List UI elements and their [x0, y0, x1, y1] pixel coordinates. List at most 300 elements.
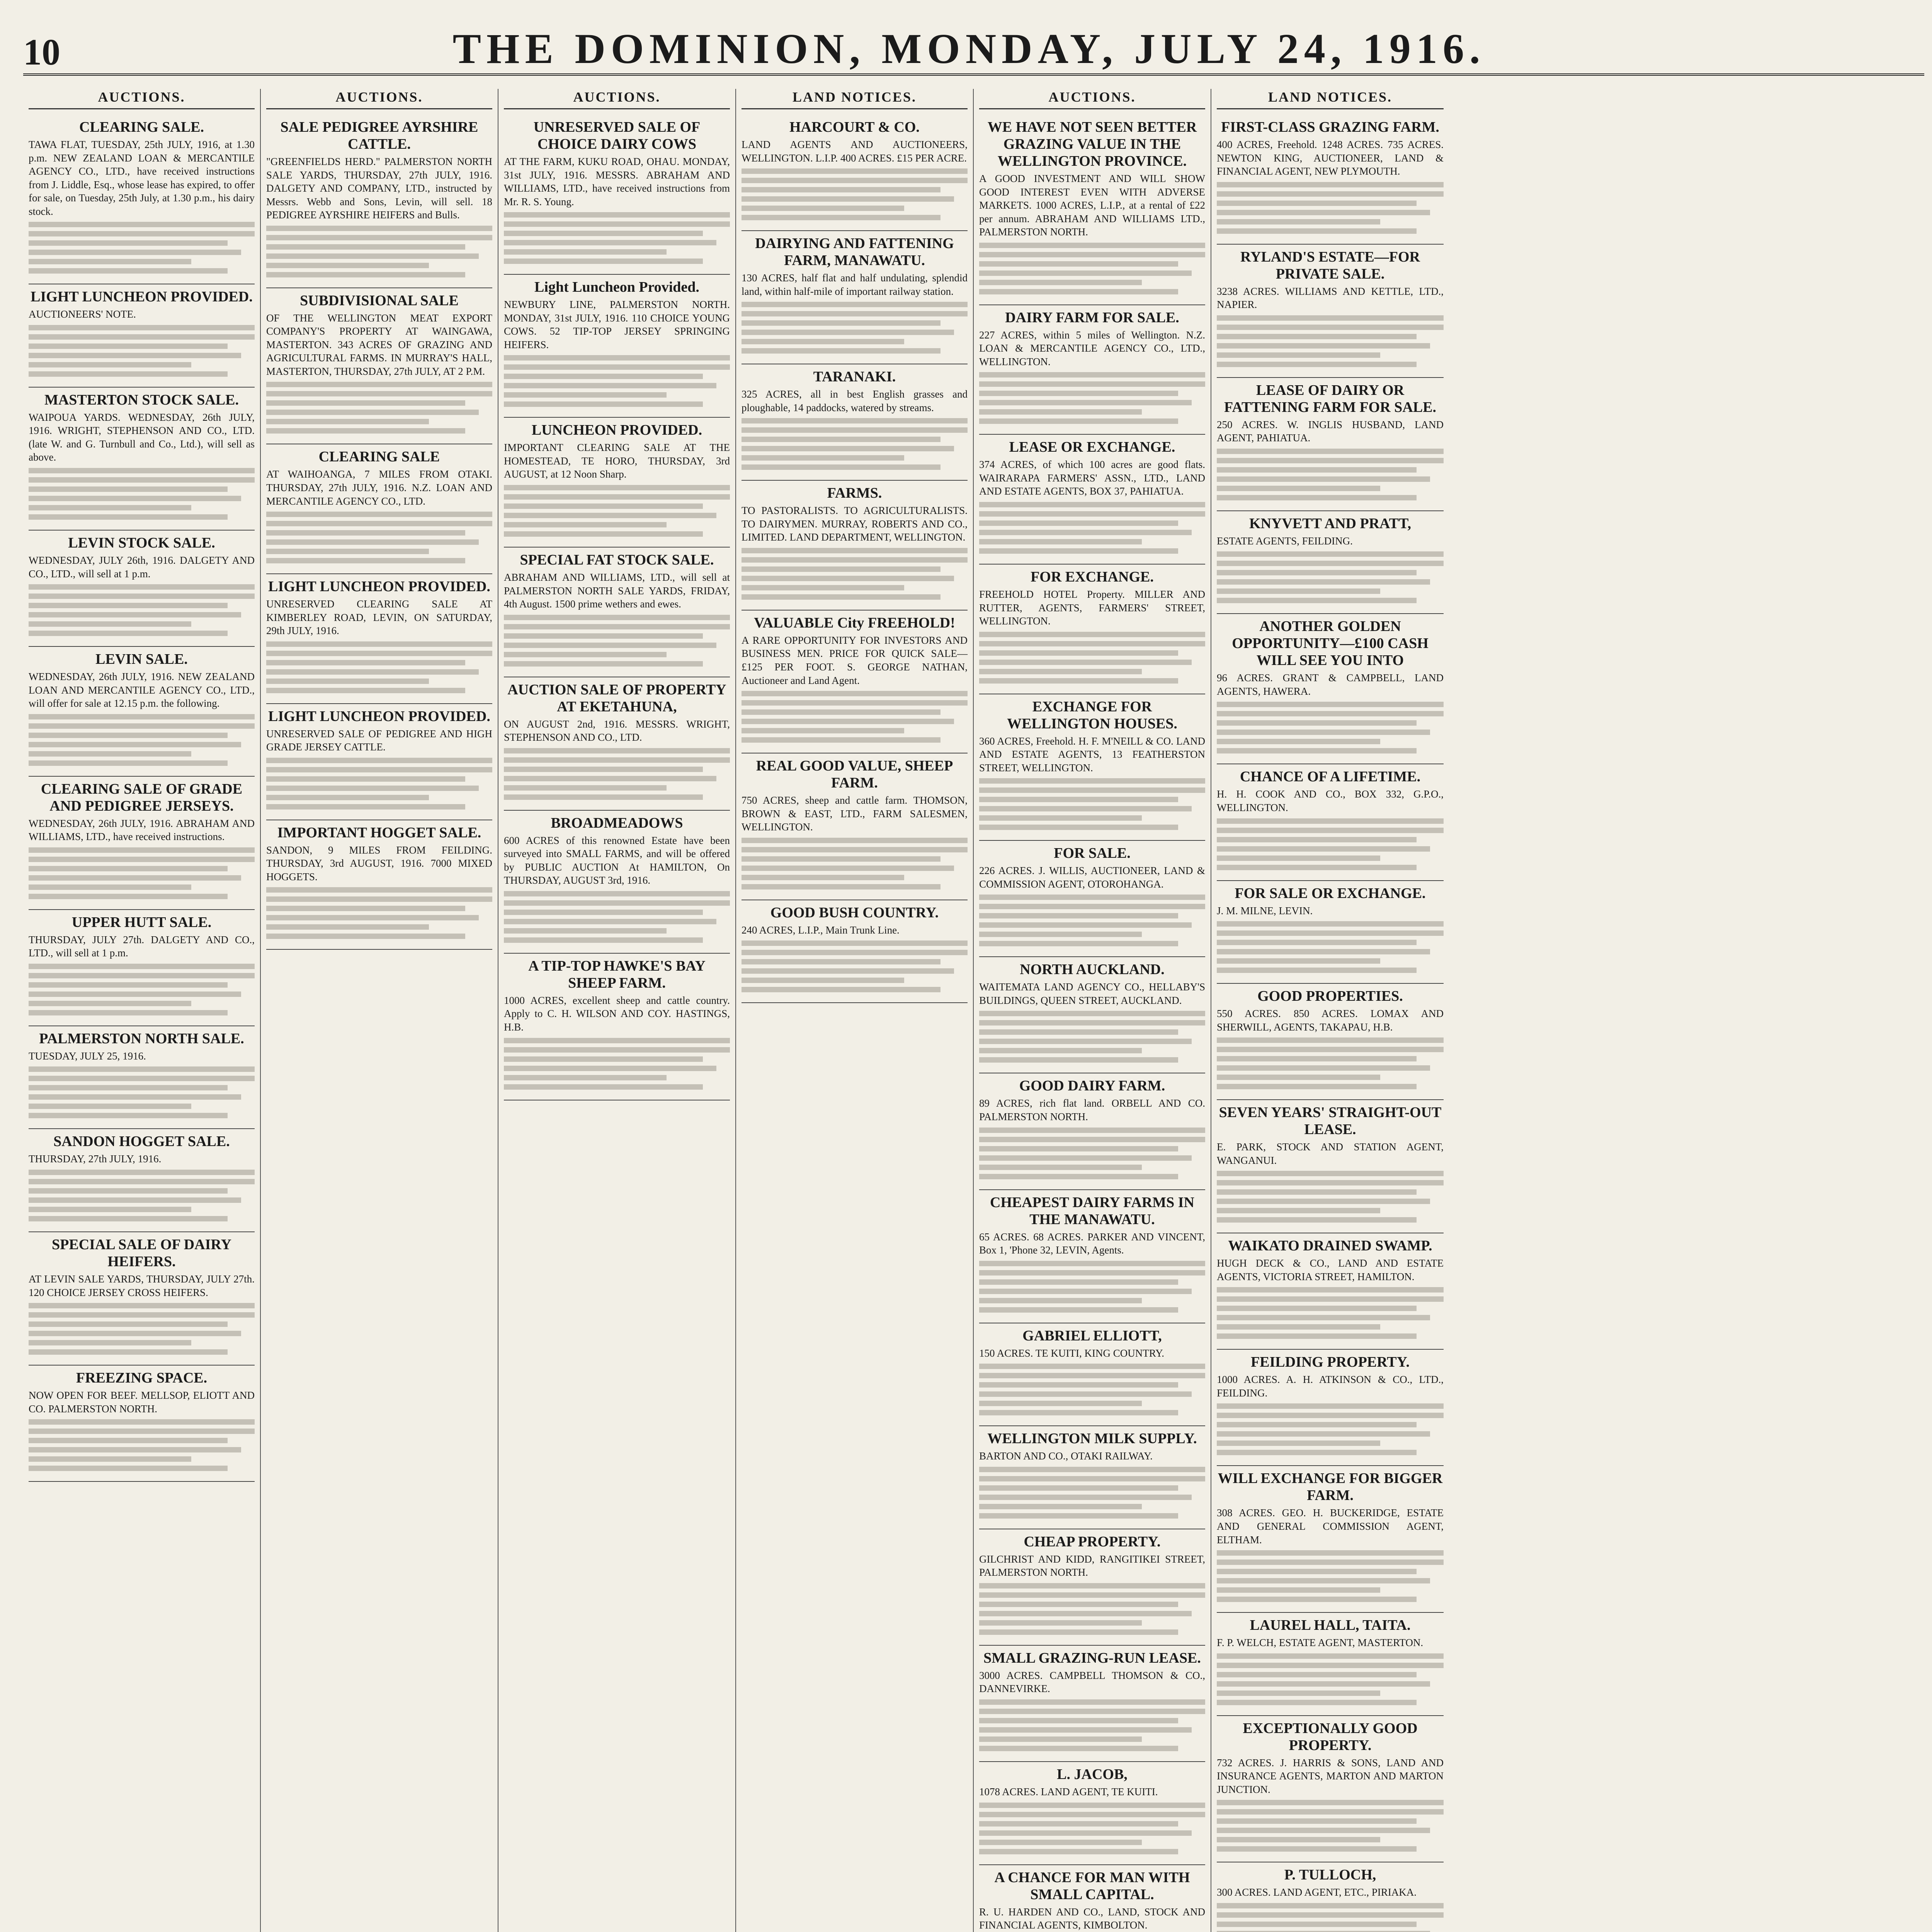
text-line: [742, 418, 968, 423]
ad-text-lines: [504, 212, 730, 264]
text-line: [979, 1602, 1178, 1607]
text-line: [979, 1746, 1178, 1751]
text-line: [742, 178, 968, 183]
advertisement: [504, 115, 730, 275]
text-line: [1217, 362, 1417, 367]
text-line: [979, 1410, 1178, 1415]
text-line: [979, 1821, 1178, 1827]
text-line: [979, 1039, 1192, 1044]
ad-body: 150 ACRES. TE KUITI, KING COUNTRY.: [979, 1347, 1165, 1359]
text-line: [504, 355, 730, 361]
text-line: [29, 1113, 228, 1118]
ad-body: "GREENFIELDS HERD." PALMERSTON NORTH SALE YARDS, THURSDAY, 27th JULY, 1916. DALGETY AND COMPANY, LTD., instructed by Messrs. Webb and Sons, Levin, will sell. 18 PEDIGREE AYRSHIRE HEIFERS and Bulls.: [266, 156, 492, 221]
ad-body: GILCHRIST AND KIDD, RANGITIKEI STREET, PALMERSTON NORTH.: [979, 1553, 1205, 1578]
advertisement: [504, 811, 730, 954]
text-line: [29, 612, 241, 617]
advertisement: [1217, 511, 1444, 614]
text-line: [29, 594, 255, 599]
text-line: [979, 1476, 1205, 1481]
ad-title: CHANCE OF A LIFETIME.: [1240, 769, 1421, 785]
ad-text-lines: [979, 1467, 1205, 1519]
text-line: [504, 615, 730, 620]
ad-title: SANDON HOGGET SALE.: [53, 1133, 230, 1150]
text-line: [979, 1504, 1142, 1509]
text-line: [29, 875, 241, 881]
column-header: LAND NOTICES.: [1217, 89, 1444, 109]
ad-body: AT THE FARM, KUKU ROAD, OHAU. MONDAY, 31st JULY, 1916. MESSRS. ABRAHAM AND WILLIAMS, LTD., have received instructions from Mr. R. S. Young.: [504, 156, 730, 207]
text-line: [504, 1084, 703, 1090]
text-line: [1217, 855, 1380, 861]
text-line: [979, 1261, 1205, 1266]
text-line: [1217, 1047, 1444, 1052]
text-line: [266, 669, 479, 675]
text-line: [504, 401, 703, 407]
text-line: [979, 289, 1178, 294]
text-line: [1217, 467, 1417, 473]
newspaper-column: [23, 89, 261, 1932]
advertisement: [1217, 1100, 1444, 1233]
text-line: [1217, 739, 1380, 744]
text-line: [504, 513, 716, 518]
advertisement: [979, 305, 1205, 435]
ad-text-lines: [1217, 1287, 1444, 1339]
text-line: [29, 1216, 228, 1221]
ad-body: 226 ACRES. J. WILLIS, AUCTIONEER, LAND & COMMISSION AGENT, OTOROHANGA.: [979, 865, 1205, 890]
text-line: [29, 894, 228, 899]
ad-body: 1078 ACRES. LAND AGENT, TE KUITI.: [979, 1786, 1158, 1798]
text-line: [979, 1155, 1192, 1161]
text-line: [29, 866, 228, 871]
text-line: [1217, 702, 1444, 707]
text-line: [1217, 1922, 1417, 1927]
ad-body: AT WAIHOANGA, 7 MILES FROM OTAKI. THURSDAY, 27th JULY, 1916. N.Z. LOAN AND MERCANTILE AGENCY CO., LTD.: [266, 468, 492, 507]
text-line: [979, 1718, 1178, 1723]
advertisement: [29, 284, 255, 388]
text-line: [266, 915, 479, 920]
newspaper-column: [1211, 89, 1449, 1932]
text-line: [504, 531, 703, 537]
text-line: [29, 1104, 191, 1109]
text-line: [1217, 1440, 1380, 1446]
text-line: [266, 906, 465, 911]
text-line: [742, 950, 968, 955]
text-line: [979, 669, 1142, 674]
text-line: [1217, 1333, 1417, 1339]
text-line: [504, 910, 703, 915]
ad-title: FREEZING SPACE.: [76, 1370, 207, 1386]
ad-body: E. PARK, STOCK AND STATION AGENT, WANGANUI.: [1217, 1141, 1444, 1166]
text-line: [979, 660, 1192, 665]
advertisement: [29, 115, 255, 284]
column-header: LAND NOTICES.: [742, 89, 968, 109]
text-line: [266, 776, 465, 782]
text-line: [1217, 720, 1417, 726]
ad-body: 308 ACRES. GEO. H. BUCKERIDGE, ESTATE AND GENERAL COMMISSION AGENT, ELTHAM.: [1217, 1507, 1444, 1546]
ad-title: LIGHT LUNCHEON PROVIDED.: [31, 289, 253, 305]
advertisement: [1217, 1716, 1444, 1863]
advertisement: [266, 704, 492, 820]
ad-text-lines: [979, 1583, 1205, 1635]
text-line: [1217, 846, 1430, 852]
text-line: [1217, 1700, 1417, 1705]
text-line: [742, 940, 968, 946]
ad-body: UNRESERVED SALE OF PEDIGREE AND HIGH GRADE JERSEY CATTLE.: [266, 728, 492, 753]
text-line: [266, 679, 429, 684]
ad-title: CLEARING SALE: [318, 449, 440, 465]
text-line: [979, 1513, 1178, 1519]
text-line: [979, 548, 1178, 554]
ad-text-lines: [742, 940, 968, 992]
advertisement: [29, 388, 255, 531]
ad-title: DAIRYING AND FATTENING FARM, MANAWATU.: [755, 235, 954, 269]
ad-body: A GOOD INVESTMENT AND WILL SHOW GOOD INTEREST EVEN WITH ADVERSE MARKETS. 1000 ACRES, L.I.P., at a rental of £22 per annum. ABRAHAM AND WILLIAMS LTD., PALMERSTON NORTH.: [979, 173, 1205, 238]
text-line: [29, 325, 255, 330]
ad-text-lines: [1217, 702, 1444, 753]
ad-title: L. JACOB,: [1057, 1766, 1128, 1782]
masthead: [23, 15, 1924, 76]
text-line: [1217, 191, 1444, 197]
text-line: [1217, 1306, 1417, 1311]
text-line: [979, 391, 1178, 396]
ad-title: LIGHT LUNCHEON PROVIDED.: [268, 708, 490, 724]
ad-body: WAIPOUA YARDS. WEDNESDAY, 26th JULY, 1916. WRIGHT, STEPHENSON AND CO., LTD. (late W. and G. Turnbull and Co., Ltd.), will sell as above.: [29, 411, 255, 463]
text-line: [979, 778, 1205, 784]
ad-text-lines: [1217, 1171, 1444, 1223]
ad-text-lines: [1217, 1800, 1444, 1852]
text-line: [29, 1085, 228, 1090]
text-line: [29, 621, 191, 627]
ad-body: 300 ACRES. LAND AGENT, ETC., PIRIAKA.: [1217, 1886, 1417, 1898]
text-line: [742, 866, 954, 871]
advertisement: [266, 444, 492, 574]
text-line: [979, 678, 1178, 684]
text-line: [742, 875, 904, 880]
advertisement: [742, 900, 968, 1003]
text-line: [266, 688, 465, 693]
ad-text-lines: [1217, 1550, 1444, 1602]
text-line: [979, 932, 1142, 937]
text-line: [266, 391, 492, 396]
text-line: [979, 904, 1205, 909]
ad-body: R. U. HARDEN AND CO., LAND, STOCK AND FINANCIAL AGENTS, KIMBOLTON.: [979, 1906, 1205, 1931]
text-line: [504, 1066, 716, 1071]
text-line: [1217, 1663, 1444, 1668]
text-line: [979, 1495, 1192, 1500]
text-line: [266, 428, 465, 434]
text-line: [979, 1592, 1205, 1598]
ad-body: THURSDAY, JULY 27th. DALGETY AND CO., LTD., will sell at 1 p.m.: [29, 934, 255, 959]
text-line: [1217, 1180, 1444, 1185]
advertisement: [29, 777, 255, 910]
advertisement: [1217, 1466, 1444, 1613]
text-line: [1217, 837, 1417, 842]
ad-body: FREEHOLD HOTEL Property. MILLER AND RUTTER, AGENTS, FARMERS' STREET, WELLINGTON.: [979, 588, 1205, 627]
text-line: [1217, 570, 1417, 575]
ad-title: AUCTION SALE OF PROPERTY AT EKETAHUNA,: [507, 681, 726, 715]
text-line: [1217, 1672, 1417, 1677]
ad-body: THURSDAY, 27th JULY, 1916.: [29, 1153, 162, 1165]
text-line: [742, 455, 904, 461]
text-line: [504, 249, 667, 255]
text-line: [1217, 598, 1417, 603]
text-line: [979, 539, 1142, 544]
text-line: [504, 748, 730, 753]
text-line: [1217, 949, 1430, 954]
text-line: [742, 187, 940, 192]
text-line: [504, 231, 703, 236]
ad-text-lines: [742, 168, 968, 220]
text-line: [742, 446, 954, 451]
advertisement: [979, 115, 1205, 305]
ad-title: LEASE OF DAIRY OR FATTENING FARM FOR SALE.: [1224, 382, 1436, 415]
text-line: [504, 221, 730, 227]
text-line: [979, 1382, 1178, 1388]
ad-body: 227 ACRES, within 5 miles of Wellington. N.Z. LOAN & MERCANTILE AGENCY CO., LTD., WELLINGTON.: [979, 329, 1205, 367]
text-line: [979, 1270, 1205, 1276]
ad-body: 1000 ACRES. A. H. ATKINSON & CO., LTD., FEILDING.: [1217, 1374, 1444, 1399]
ad-title: LEVIN STOCK SALE.: [68, 535, 215, 551]
text-line: [742, 302, 968, 307]
text-line: [979, 1307, 1178, 1313]
ad-body: 89 ACRES, rich flat land. ORBELL AND CO. PALMERSTON NORTH.: [979, 1097, 1205, 1123]
text-line: [742, 330, 954, 335]
text-line: [504, 259, 703, 264]
ad-body: ESTATE AGENTS, FEILDING.: [1217, 535, 1353, 547]
text-line: [29, 760, 228, 766]
column-header: AUCTIONS.: [266, 89, 492, 109]
ad-title: FEILDING PROPERTY.: [1250, 1354, 1410, 1371]
text-line: [1217, 1037, 1444, 1043]
text-line: [1217, 1818, 1417, 1824]
ad-body: AT LEVIN SALE YARDS, THURSDAY, JULY 27th. 120 CHOICE JERSEY CROSS HEIFERS.: [29, 1273, 255, 1298]
text-line: [742, 728, 904, 733]
text-line: [29, 723, 255, 729]
ad-body: OF THE WELLINGTON MEAT EXPORT COMPANY'S PROPERTY AT WAINGAWA, MASTERTON. 343 ACRES OF GRAZING AND AGRICULTURAL FARMS. IN MURRAY'S HALL, MASTERTON, THURSDAY, 27th JULY, AT 2 P.M.: [266, 312, 492, 377]
text-line: [1217, 486, 1380, 491]
ad-body: H. H. COOK AND CO., BOX 332, G.P.O., WELLINGTON.: [1217, 788, 1444, 814]
ad-text-lines: [266, 887, 492, 939]
text-line: [979, 1485, 1178, 1491]
text-line: [266, 512, 492, 517]
text-line: [979, 1057, 1178, 1063]
ad-body: 360 ACRES, Freehold. H. F. M'NEILL & CO. LAND AND ESTATE AGENTS, 13 FEATHERSTON STREET, WELLINGTON.: [979, 735, 1205, 774]
text-line: [266, 263, 429, 268]
ad-body: WAITEMATA LAND AGENCY CO., HELLABY'S BUILDINGS, QUEEN STREET, AUCKLAND.: [979, 981, 1205, 1006]
text-line: [979, 243, 1205, 248]
text-line: [1217, 1578, 1430, 1583]
text-line: [979, 787, 1205, 793]
ad-text-lines: [266, 512, 492, 563]
text-line: [1217, 1287, 1444, 1293]
text-line: [504, 1038, 730, 1043]
ad-text-lines: [1217, 921, 1444, 973]
text-line: [1217, 1065, 1430, 1071]
ad-title: LAUREL HALL, TAITA.: [1250, 1617, 1411, 1634]
ad-body: 130 ACRES, half flat and half undulating, splendid land, within half-mile of important railway station.: [742, 272, 968, 297]
ad-text-lines: [29, 1170, 255, 1221]
text-line: [1217, 1560, 1444, 1565]
text-line: [979, 511, 1205, 517]
text-line: [1217, 1569, 1417, 1574]
text-line: [504, 661, 703, 667]
text-line: [29, 468, 255, 473]
text-line: [1217, 828, 1444, 833]
ad-text-lines: [1217, 1037, 1444, 1089]
text-line: [1217, 315, 1444, 321]
text-line: [504, 767, 703, 772]
ad-title: LIGHT LUNCHEON PROVIDED.: [268, 578, 490, 595]
text-line: [979, 1391, 1192, 1397]
text-line: [266, 539, 479, 545]
ad-title: A CHANCE FOR MAN WITH SMALL CAPITAL.: [994, 1869, 1190, 1903]
text-line: [1217, 730, 1430, 735]
ad-text-lines: [1217, 182, 1444, 234]
ad-title: GOOD BUSH COUNTRY.: [770, 904, 939, 921]
text-line: [742, 594, 940, 600]
ad-title: EXCHANGE FOR WELLINGTON HOUSES.: [1007, 698, 1177, 732]
text-line: [266, 410, 479, 415]
text-line: [742, 320, 940, 326]
columns-container: [23, 89, 1924, 1932]
ad-title: ANOTHER GOLDEN OPPORTUNITY—£100 CASH WILL SEE YOU INTO: [1232, 618, 1429, 669]
ad-text-lines: [504, 615, 730, 667]
text-line: [29, 371, 228, 377]
text-line: [979, 1467, 1205, 1472]
ad-title: MASTERTON STOCK SALE.: [44, 391, 239, 408]
text-line: [979, 1137, 1205, 1142]
advertisement: [1217, 378, 1444, 511]
ad-title: CLEARING SALE OF GRADE AND PEDIGREE JERSEYS.: [41, 781, 243, 814]
text-line: [742, 215, 940, 220]
text-line: [742, 700, 968, 706]
text-line: [266, 419, 429, 424]
ad-text-lines: [742, 418, 968, 470]
text-line: [1217, 449, 1444, 454]
advertisement: [29, 1366, 255, 1482]
text-line: [1217, 219, 1380, 224]
ad-text-lines: [979, 243, 1205, 294]
ad-text-lines: [504, 485, 730, 537]
ad-text-lines: [1217, 1903, 1444, 1932]
text-line: [979, 1289, 1192, 1294]
ad-body: BARTON AND CO., OTAKI RAILWAY.: [979, 1450, 1153, 1462]
text-line: [29, 733, 228, 738]
text-line: [742, 576, 954, 581]
text-line: [266, 253, 479, 259]
newspaper-column: [974, 89, 1211, 1932]
ad-body: TUESDAY, JULY 25, 1916.: [29, 1050, 146, 1062]
text-line: [742, 557, 968, 563]
text-line: [979, 1020, 1205, 1026]
text-line: [266, 887, 492, 893]
text-line: [504, 485, 730, 490]
text-line: [742, 566, 940, 572]
text-line: [266, 549, 429, 554]
ad-text-lines: [979, 1803, 1205, 1854]
text-line: [29, 1207, 191, 1212]
text-line: [742, 847, 968, 852]
text-line: [29, 1076, 255, 1081]
column-header: AUCTIONS.: [504, 89, 730, 109]
text-line: [29, 631, 228, 636]
text-line: [979, 922, 1192, 928]
text-line: [1217, 182, 1444, 187]
ad-text-lines: [1217, 1403, 1444, 1455]
ad-title: A TIP-TOP HAWKE'S BAY SHEEP FARM.: [528, 957, 706, 991]
ad-text-lines: [29, 584, 255, 636]
ad-text-lines: [29, 1303, 255, 1355]
ad-text-lines: [1217, 551, 1444, 603]
text-line: [1217, 1800, 1444, 1805]
ad-title: P. TULLOCH,: [1284, 1867, 1376, 1883]
text-line: [1217, 1084, 1417, 1089]
ad-title: CLEARING SALE.: [79, 119, 204, 135]
text-line: [29, 1001, 191, 1006]
advertisement: [742, 115, 968, 231]
text-line: [742, 737, 940, 743]
ad-title: EXCEPTIONALLY GOOD PROPERTY.: [1243, 1720, 1418, 1753]
text-line: [29, 1340, 191, 1345]
text-line: [979, 520, 1178, 526]
text-line: [504, 633, 703, 639]
text-line: [979, 1373, 1205, 1378]
text-line: [979, 418, 1178, 424]
text-line: [29, 1066, 255, 1072]
text-line: [29, 1321, 228, 1327]
ad-body: AUCTIONEERS' NOTE.: [29, 308, 136, 320]
advertisement: [1217, 764, 1444, 881]
ad-body: 250 ACRES. W. INGLIS HUSBAND, LAND AGENT, PAHIATUA.: [1217, 418, 1444, 444]
ad-text-lines: [266, 226, 492, 277]
text-line: [1217, 476, 1430, 482]
text-line: [504, 928, 667, 934]
text-line: [29, 1419, 255, 1425]
text-line: [979, 1146, 1178, 1151]
text-line: [504, 624, 730, 629]
text-line: [1217, 551, 1444, 557]
text-line: [979, 1736, 1142, 1742]
text-line: [29, 496, 241, 501]
text-line: [979, 1812, 1205, 1817]
advertisement: [979, 694, 1205, 841]
ad-text-lines: [266, 758, 492, 810]
ad-text-lines: [1217, 818, 1444, 870]
text-line: [266, 558, 465, 563]
ad-body: ABRAHAM AND WILLIAMS, LTD., will sell at PALMERSTON NORTH SALE YARDS, FRIDAY, 4th August. 1500 prime wethers and ewes.: [504, 571, 730, 610]
text-line: [29, 714, 255, 719]
ad-title: GOOD PROPERTIES.: [1257, 988, 1403, 1005]
text-line: [29, 477, 255, 483]
text-line: [979, 895, 1205, 900]
text-line: [266, 244, 465, 250]
advertisement: [504, 275, 730, 418]
text-line: [1217, 352, 1380, 358]
text-line: [29, 1438, 228, 1443]
ad-text-lines: [29, 964, 255, 1015]
text-line: [1217, 1296, 1444, 1302]
advertisement: [29, 531, 255, 647]
text-line: [979, 409, 1142, 415]
text-line: [266, 767, 492, 772]
advertisement: [979, 1762, 1205, 1865]
ad-body: UNRESERVED CLEARING SALE AT KIMBERLEY ROAD, LEVIN, ON SATURDAY, 29th JULY, 1916.: [266, 598, 492, 637]
text-line: [979, 1620, 1142, 1626]
ad-title: IMPORTANT HOGGET SALE.: [277, 824, 481, 841]
text-line: [1217, 1422, 1417, 1427]
text-line: [29, 857, 255, 862]
ad-body: 600 ACRES of this renowned Estate have been surveyed into SMALL FARMS, and will be offered by PUBLIC AUCTION At HAMILTON, On THURSDAY, AUGUST 3rd, 1916.: [504, 834, 730, 886]
text-line: [504, 1047, 730, 1053]
